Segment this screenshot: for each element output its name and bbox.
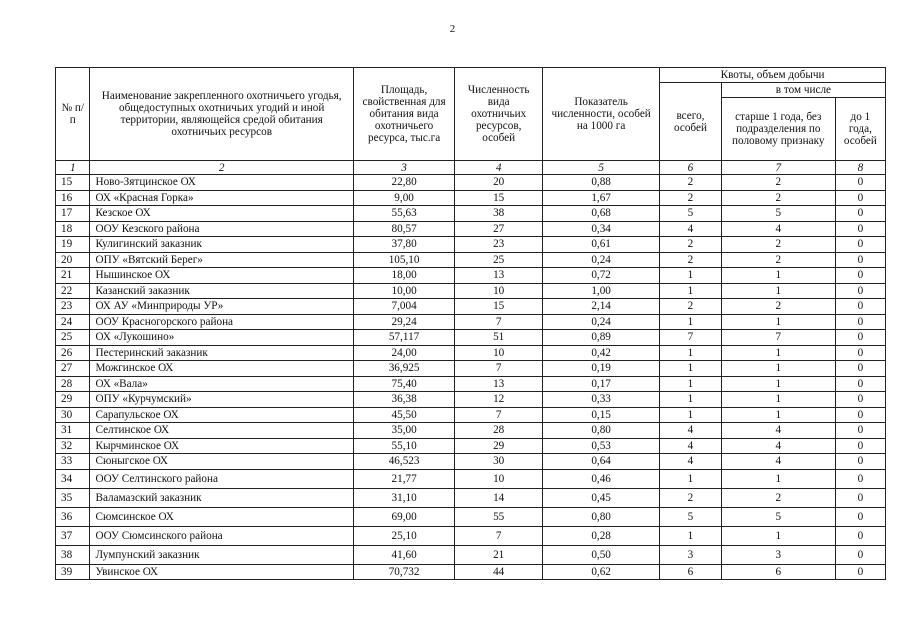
- population-value: 15: [455, 299, 543, 315]
- quota-total-value: 4: [660, 423, 722, 439]
- quota-young-value: 0: [835, 361, 885, 377]
- header-density: Показатель численности, особей на 1000 га: [543, 68, 660, 161]
- population-value: 14: [455, 488, 543, 507]
- table-row: [56, 361, 886, 377]
- quota-total-value: 1: [660, 361, 722, 377]
- density-value: 2,14: [543, 299, 660, 315]
- table-row: [56, 423, 886, 439]
- quota-total-value: 2: [660, 252, 722, 268]
- quota-adult-value: 4: [721, 438, 835, 454]
- area-value: 25,10: [353, 526, 454, 545]
- area-value: 75,40: [353, 376, 454, 392]
- quota-young-value: 0: [835, 423, 885, 439]
- row-number: 37: [56, 526, 90, 545]
- population-value: 7: [455, 314, 543, 330]
- quota-adult-value: 5: [721, 507, 835, 526]
- hunting-ground-name: ОХ «Лукошино»: [90, 330, 353, 346]
- population-value: 13: [455, 268, 543, 284]
- table-row: [56, 268, 886, 284]
- row-number: 30: [56, 407, 90, 423]
- table-row: [56, 469, 886, 488]
- table-row: [56, 190, 886, 206]
- quota-young-value: 0: [835, 175, 885, 191]
- quota-adult-value: 1: [721, 283, 835, 299]
- population-value: 12: [455, 392, 543, 408]
- hunting-ground-name: Увинское ОХ: [90, 564, 353, 580]
- hunting-ground-name: Нышинское ОХ: [90, 268, 353, 284]
- density-value: 0,50: [543, 545, 660, 564]
- area-value: 55,10: [353, 438, 454, 454]
- quota-total-value: 1: [660, 283, 722, 299]
- density-value: 0,64: [543, 454, 660, 470]
- quota-adult-value: 7: [721, 330, 835, 346]
- row-number: 19: [56, 237, 90, 253]
- table-row: [56, 221, 886, 237]
- density-value: 1,67: [543, 190, 660, 206]
- area-value: 37,80: [353, 237, 454, 253]
- column-number: 2: [90, 161, 353, 175]
- population-value: 30: [455, 454, 543, 470]
- quota-adult-value: 3: [721, 545, 835, 564]
- quota-young-value: 0: [835, 345, 885, 361]
- row-number: 29: [56, 392, 90, 408]
- density-value: 0,46: [543, 469, 660, 488]
- quota-young-value: 0: [835, 299, 885, 315]
- area-value: 36,925: [353, 361, 454, 377]
- row-number: 25: [56, 330, 90, 346]
- density-value: 0,42: [543, 345, 660, 361]
- density-value: 0,62: [543, 564, 660, 580]
- table-row: [56, 545, 886, 564]
- area-value: 80,57: [353, 221, 454, 237]
- hunting-ground-name: ООУ Кезского района: [90, 221, 353, 237]
- quota-young-value: 0: [835, 268, 885, 284]
- hunting-ground-name: Казанский заказник: [90, 283, 353, 299]
- area-value: 36,38: [353, 392, 454, 408]
- hunting-ground-name: Валамазский заказник: [90, 488, 353, 507]
- table-row: [56, 407, 886, 423]
- row-number: 36: [56, 507, 90, 526]
- quota-total-value: 1: [660, 345, 722, 361]
- table-body: [56, 175, 886, 580]
- quota-adult-value: 1: [721, 361, 835, 377]
- population-value: 10: [455, 469, 543, 488]
- row-number: 17: [56, 206, 90, 222]
- density-value: 0,17: [543, 376, 660, 392]
- header-total: всего, особей: [660, 83, 722, 161]
- quota-total-value: 1: [660, 392, 722, 408]
- area-value: 18,00: [353, 268, 454, 284]
- hunting-ground-name: Сарапульское ОХ: [90, 407, 353, 423]
- density-value: 1,00: [543, 283, 660, 299]
- quota-adult-value: 2: [721, 175, 835, 191]
- population-value: 29: [455, 438, 543, 454]
- quota-total-value: 2: [660, 190, 722, 206]
- table-row: [56, 345, 886, 361]
- population-value: 44: [455, 564, 543, 580]
- density-value: 0,68: [543, 206, 660, 222]
- hunting-ground-name: ООУ Селтинского района: [90, 469, 353, 488]
- hunting-ground-name: Кулигинский заказник: [90, 237, 353, 253]
- quota-table: [55, 67, 886, 580]
- quota-young-value: 0: [835, 545, 885, 564]
- area-value: 70,732: [353, 564, 454, 580]
- row-number: 27: [56, 361, 90, 377]
- table-row: [56, 392, 886, 408]
- population-value: 10: [455, 283, 543, 299]
- quota-total-value: 1: [660, 268, 722, 284]
- hunting-ground-name: Кырчминское ОХ: [90, 438, 353, 454]
- area-value: 35,00: [353, 423, 454, 439]
- hunting-ground-name: Кезское ОХ: [90, 206, 353, 222]
- header-no: № п/п: [56, 68, 90, 161]
- area-value: 41,60: [353, 545, 454, 564]
- population-value: 55: [455, 507, 543, 526]
- area-value: 21,77: [353, 469, 454, 488]
- header-name: Наименование закрепленного охотничьего угодья, общедоступных охотничьих угодий и иной территории, являющейся средой обитания охотничьих ресурсов: [90, 68, 353, 161]
- row-number: 18: [56, 221, 90, 237]
- hunting-ground-name: ОХ «Красная Горка»: [90, 190, 353, 206]
- quota-young-value: 0: [835, 469, 885, 488]
- quota-young-value: 0: [835, 392, 885, 408]
- quota-young-value: 0: [835, 237, 885, 253]
- population-value: 7: [455, 361, 543, 377]
- table-row: [56, 488, 886, 507]
- row-number: 31: [56, 423, 90, 439]
- area-value: 55,63: [353, 206, 454, 222]
- header-including: в том числе: [721, 83, 885, 98]
- population-value: 21: [455, 545, 543, 564]
- hunting-ground-name: Сюныгское ОХ: [90, 454, 353, 470]
- population-value: 25: [455, 252, 543, 268]
- population-value: 23: [455, 237, 543, 253]
- area-value: 57,117: [353, 330, 454, 346]
- row-number: 26: [56, 345, 90, 361]
- table-row: [56, 454, 886, 470]
- header-young: до 1 года, особей: [835, 98, 885, 161]
- row-number: 34: [56, 469, 90, 488]
- quota-total-value: 2: [660, 175, 722, 191]
- density-value: 0,19: [543, 361, 660, 377]
- hunting-ground-name: Ново-Зятцинское ОХ: [90, 175, 353, 191]
- quota-adult-value: 1: [721, 407, 835, 423]
- quota-young-value: 0: [835, 252, 885, 268]
- quota-total-value: 5: [660, 507, 722, 526]
- quota-young-value: 0: [835, 507, 885, 526]
- quota-young-value: 0: [835, 206, 885, 222]
- header-quota-group: Квоты, объем добычи: [660, 68, 886, 83]
- header-population: Численность вида охотничьих ресурсов, особей: [455, 68, 543, 161]
- table-row: [56, 206, 886, 222]
- quota-total-value: 3: [660, 545, 722, 564]
- table-row: [56, 252, 886, 268]
- hunting-ground-name: Сюмсинское ОХ: [90, 507, 353, 526]
- quota-total-value: 2: [660, 488, 722, 507]
- quota-adult-value: 1: [721, 345, 835, 361]
- population-value: 15: [455, 190, 543, 206]
- column-number: 7: [721, 161, 835, 175]
- quota-total-value: 2: [660, 299, 722, 315]
- quota-adult-value: 1: [721, 314, 835, 330]
- area-value: 10,00: [353, 283, 454, 299]
- density-value: 0,88: [543, 175, 660, 191]
- area-value: 46,523: [353, 454, 454, 470]
- table-row: [56, 330, 886, 346]
- row-number: 39: [56, 564, 90, 580]
- row-number: 21: [56, 268, 90, 284]
- column-number: 6: [660, 161, 722, 175]
- quota-total-value: 1: [660, 407, 722, 423]
- quota-total-value: 4: [660, 221, 722, 237]
- row-number: 16: [56, 190, 90, 206]
- page-number: 2: [449, 23, 456, 35]
- density-value: 0,89: [543, 330, 660, 346]
- header-area: Площадь, свойственная для обитания вида охотничьего ресурса, тыс.га: [353, 68, 454, 161]
- quota-total-value: 5: [660, 206, 722, 222]
- row-number: 38: [56, 545, 90, 564]
- column-number: 5: [543, 161, 660, 175]
- density-value: 0,15: [543, 407, 660, 423]
- quota-total-value: 4: [660, 454, 722, 470]
- quota-adult-value: 6: [721, 564, 835, 580]
- quota-adult-value: 2: [721, 190, 835, 206]
- column-number-row: [56, 161, 886, 175]
- quota-young-value: 0: [835, 330, 885, 346]
- table-row: [56, 526, 886, 545]
- quota-total-value: 1: [660, 526, 722, 545]
- column-number: 3: [353, 161, 454, 175]
- table-row: [56, 507, 886, 526]
- population-value: 20: [455, 175, 543, 191]
- quota-total-value: 2: [660, 237, 722, 253]
- row-number: 20: [56, 252, 90, 268]
- quota-young-value: 0: [835, 407, 885, 423]
- quota-adult-value: 2: [721, 299, 835, 315]
- hunting-ground-name: Можгинское ОХ: [90, 361, 353, 377]
- quota-young-value: 0: [835, 314, 885, 330]
- header-adult: старше 1 года, без подразделения по половому признаку: [721, 98, 835, 161]
- row-number: 22: [56, 283, 90, 299]
- hunting-ground-name: Пестеринский заказник: [90, 345, 353, 361]
- area-value: 24,00: [353, 345, 454, 361]
- column-number: 4: [455, 161, 543, 175]
- row-number: 35: [56, 488, 90, 507]
- quota-young-value: 0: [835, 376, 885, 392]
- table-row: [56, 283, 886, 299]
- quota-young-value: 0: [835, 221, 885, 237]
- quota-adult-value: 1: [721, 268, 835, 284]
- density-value: 0,28: [543, 526, 660, 545]
- population-value: 27: [455, 221, 543, 237]
- area-value: 9,00: [353, 190, 454, 206]
- density-value: 0,24: [543, 252, 660, 268]
- quota-total-value: 1: [660, 314, 722, 330]
- quota-adult-value: 4: [721, 423, 835, 439]
- table-row: [56, 438, 886, 454]
- quota-young-value: 0: [835, 488, 885, 507]
- density-value: 0,24: [543, 314, 660, 330]
- quota-young-value: 0: [835, 564, 885, 580]
- row-number: 23: [56, 299, 90, 315]
- quota-adult-value: 1: [721, 469, 835, 488]
- area-value: 7,004: [353, 299, 454, 315]
- quota-young-value: 0: [835, 526, 885, 545]
- quota-young-value: 0: [835, 190, 885, 206]
- quota-adult-value: 2: [721, 488, 835, 507]
- quota-adult-value: 4: [721, 454, 835, 470]
- density-value: 0,53: [543, 438, 660, 454]
- quota-total-value: 4: [660, 438, 722, 454]
- quota-adult-value: 4: [721, 221, 835, 237]
- density-value: 0,72: [543, 268, 660, 284]
- quota-adult-value: 1: [721, 392, 835, 408]
- area-value: 105,10: [353, 252, 454, 268]
- density-value: 0,80: [543, 507, 660, 526]
- area-value: 31,10: [353, 488, 454, 507]
- population-value: 13: [455, 376, 543, 392]
- row-number: 28: [56, 376, 90, 392]
- hunting-ground-name: Лумпунский заказник: [90, 545, 353, 564]
- quota-young-value: 0: [835, 438, 885, 454]
- population-value: 7: [455, 526, 543, 545]
- population-value: 10: [455, 345, 543, 361]
- area-value: 29,24: [353, 314, 454, 330]
- population-value: 7: [455, 407, 543, 423]
- population-value: 28: [455, 423, 543, 439]
- quota-total-value: 6: [660, 564, 722, 580]
- row-number: 15: [56, 175, 90, 191]
- table-row: [56, 237, 886, 253]
- quota-adult-value: 2: [721, 237, 835, 253]
- row-number: 33: [56, 454, 90, 470]
- hunting-ground-name: ООУ Красногорского района: [90, 314, 353, 330]
- quota-adult-value: 1: [721, 376, 835, 392]
- quota-total-value: 1: [660, 376, 722, 392]
- quota-total-value: 7: [660, 330, 722, 346]
- density-value: 0,80: [543, 423, 660, 439]
- table-row: [56, 299, 886, 315]
- population-value: 51: [455, 330, 543, 346]
- table-row: [56, 376, 886, 392]
- area-value: 45,50: [353, 407, 454, 423]
- column-number: 8: [835, 161, 885, 175]
- population-value: 38: [455, 206, 543, 222]
- density-value: 0,34: [543, 221, 660, 237]
- hunting-ground-name: Селтинское ОХ: [90, 423, 353, 439]
- row-number: 24: [56, 314, 90, 330]
- density-value: 0,33: [543, 392, 660, 408]
- row-number: 32: [56, 438, 90, 454]
- quota-adult-value: 2: [721, 252, 835, 268]
- density-value: 0,45: [543, 488, 660, 507]
- quota-total-value: 1: [660, 469, 722, 488]
- quota-adult-value: 5: [721, 206, 835, 222]
- hunting-ground-name: ОХ АУ «Минприроды УР»: [90, 299, 353, 315]
- quota-adult-value: 1: [721, 526, 835, 545]
- hunting-ground-name: ООУ Сюмсинского района: [90, 526, 353, 545]
- table-row: [56, 314, 886, 330]
- area-value: 22,80: [353, 175, 454, 191]
- quota-young-value: 0: [835, 283, 885, 299]
- table-row: [56, 564, 886, 580]
- density-value: 0,61: [543, 237, 660, 253]
- table-row: [56, 175, 886, 191]
- hunting-ground-name: ОПУ «Курчумский»: [90, 392, 353, 408]
- hunting-ground-name: ОПУ «Вятский Берег»: [90, 252, 353, 268]
- quota-young-value: 0: [835, 454, 885, 470]
- column-number: 1: [56, 161, 90, 175]
- hunting-ground-name: ОХ «Вала»: [90, 376, 353, 392]
- area-value: 69,00: [353, 507, 454, 526]
